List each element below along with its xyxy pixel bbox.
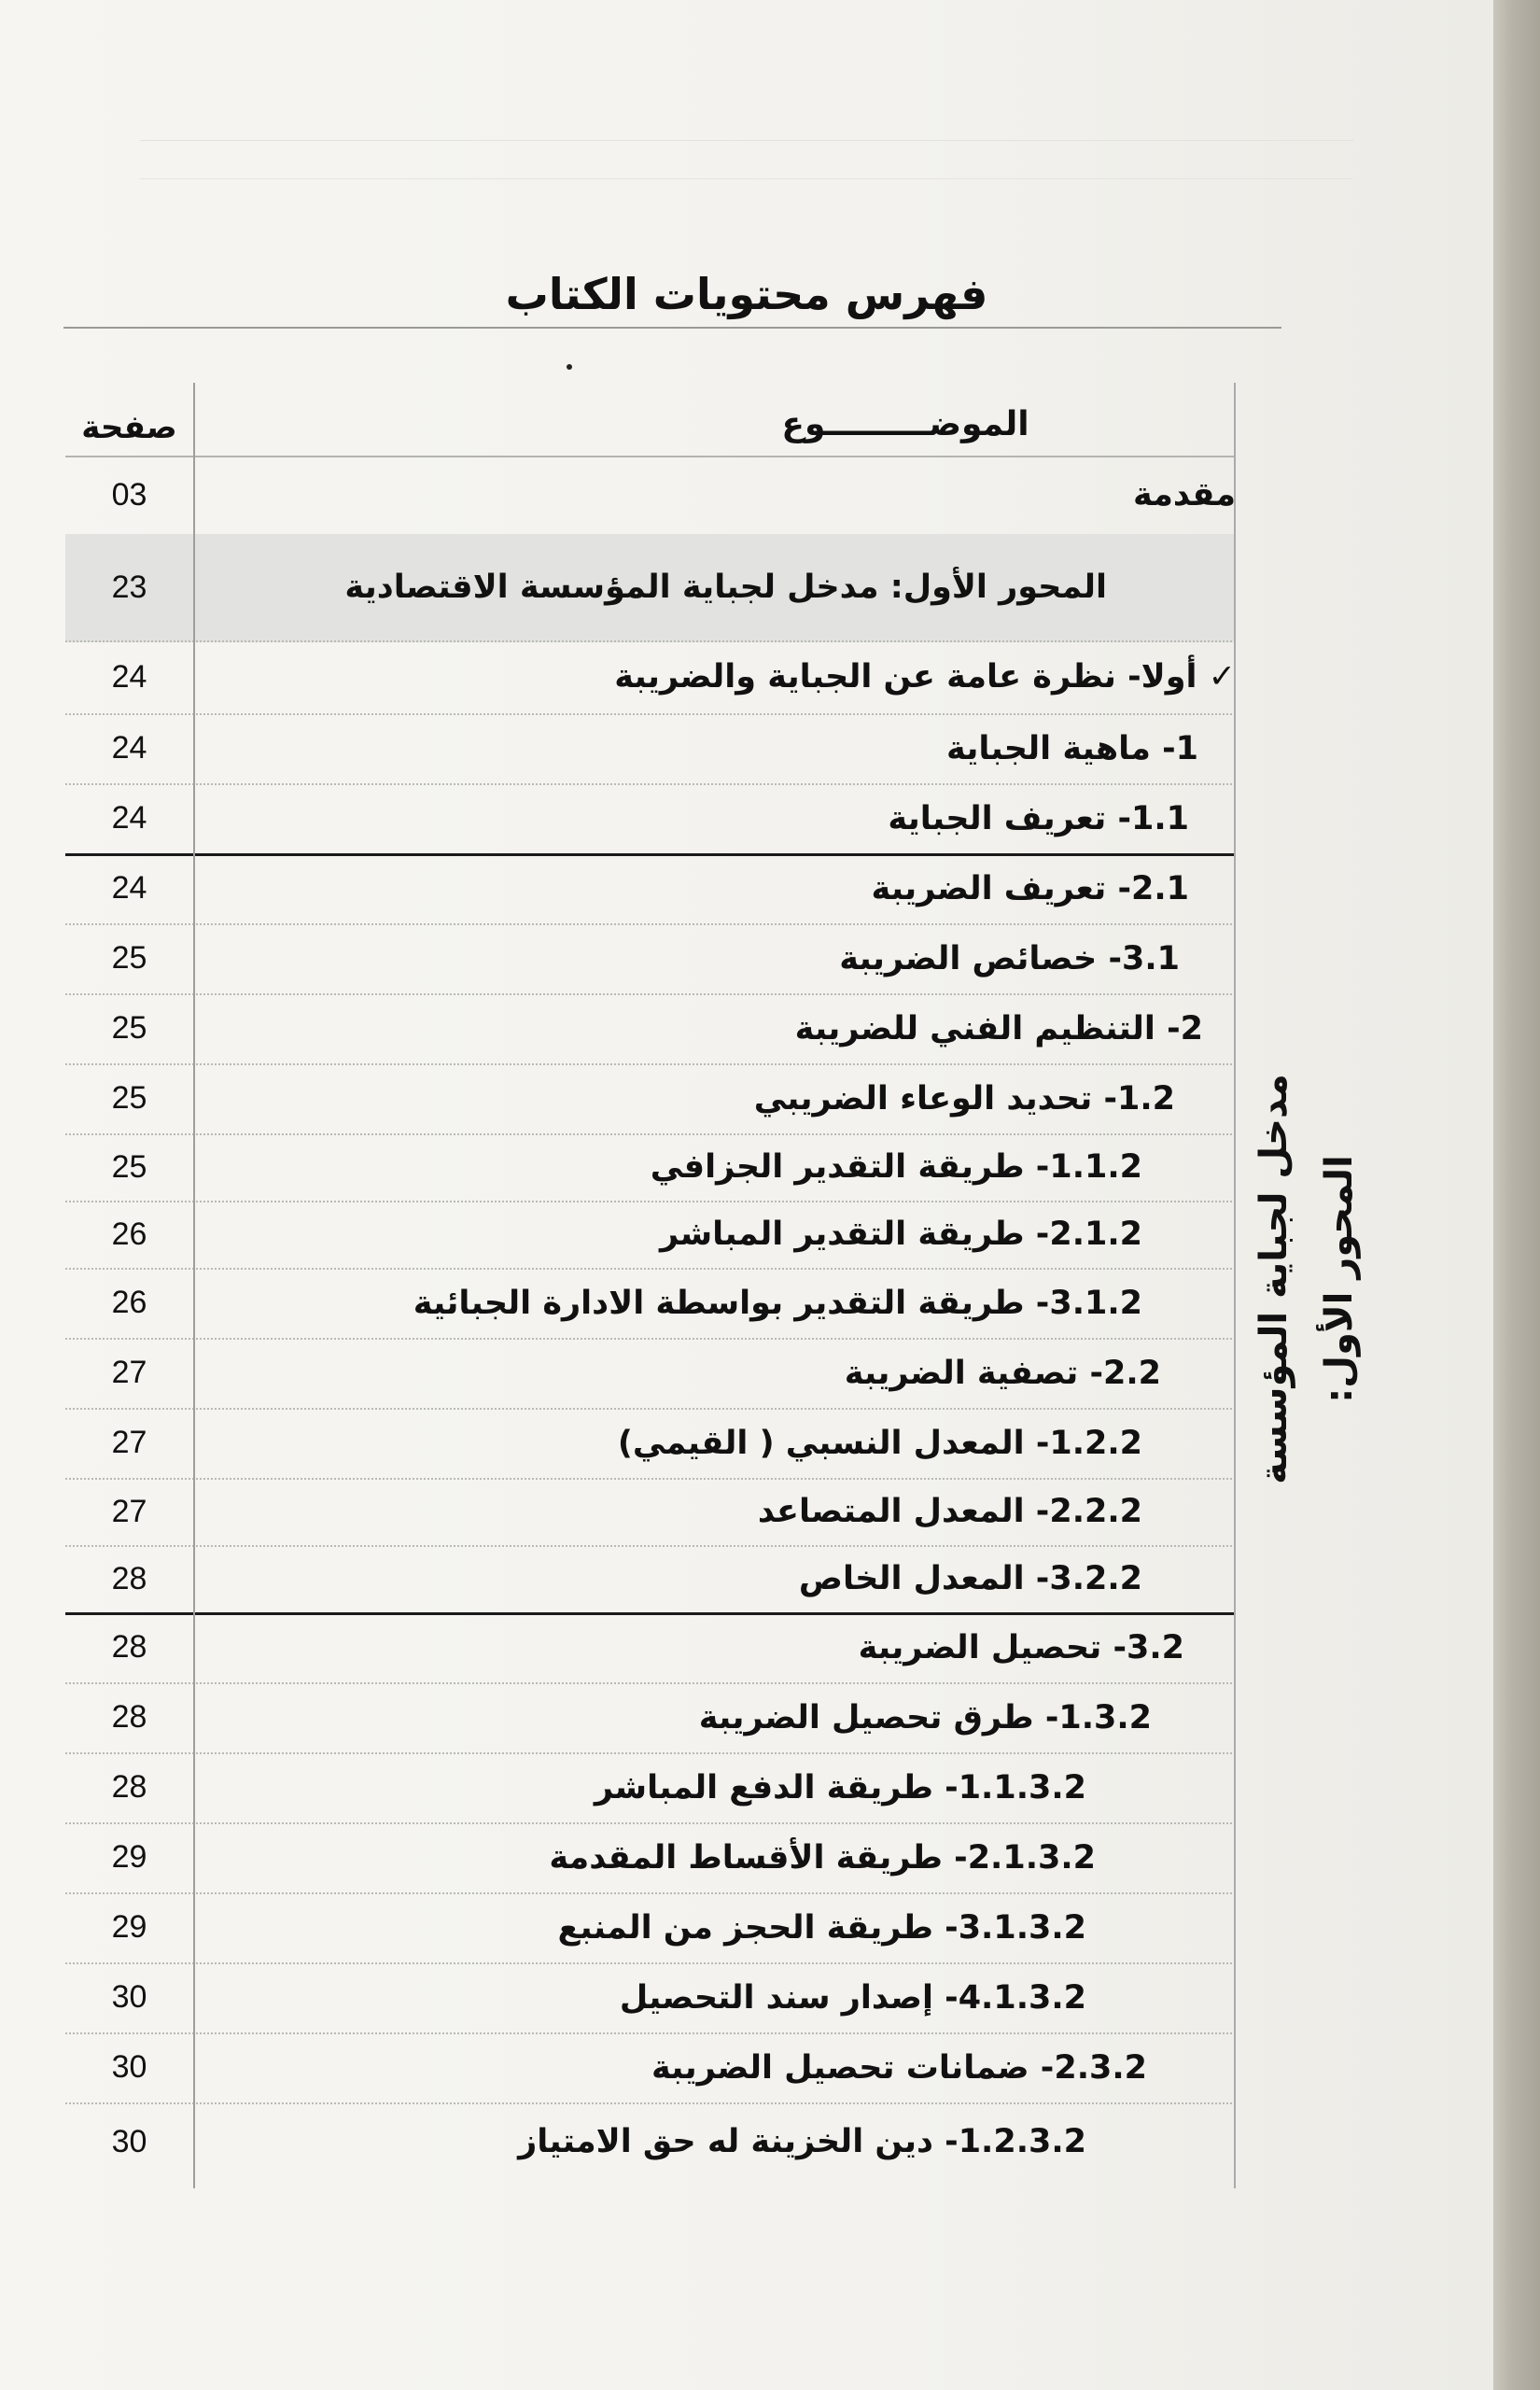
table-row <box>65 2032 1236 2104</box>
row-topic: 1.2- تحديد الوعاء الضريبي <box>753 1079 1175 1118</box>
row-topic: 1.1.3.2- طريقة الدفع المباشر <box>594 1768 1086 1807</box>
row-topic: ✓ أولا- نظرة عامة عن الجباية والضريبة <box>614 658 1236 696</box>
row-topic: 2.2- تصفية الضريبة <box>844 1354 1161 1392</box>
row-topic: 2.3.2- ضمانات تحصيل الضريبة <box>651 2048 1147 2087</box>
row-page: 26 <box>111 1285 147 1320</box>
table-row <box>65 1338 1236 1410</box>
table-row <box>65 1822 1236 1894</box>
row-page: 28 <box>111 1769 147 1805</box>
table-row <box>65 640 1236 715</box>
table-row <box>65 1063 1236 1135</box>
side-label-line1: المحور الأول: <box>1318 1155 1361 1403</box>
row-page: 27 <box>111 1425 147 1460</box>
row-topic: 3.1.3.2- طريقة الحجز من المنبع <box>557 1908 1086 1947</box>
page-title: فهرس محتويات الكتاب <box>505 269 988 319</box>
row-page: 26 <box>111 1216 147 1252</box>
table-row <box>65 1408 1236 1480</box>
table-row <box>65 993 1236 1065</box>
table-row <box>65 1962 1236 2034</box>
row-page: 28 <box>111 1560 147 1596</box>
table-row <box>65 1268 1236 1340</box>
row-topic: المحور الأول: مدخل لجباية المؤسسة الاقتصادية <box>344 569 1107 606</box>
table-row <box>65 2102 1236 2181</box>
row-topic: مقدمة <box>1133 476 1236 513</box>
row-topic: 1- ماهية الجباية <box>945 729 1198 767</box>
page-column-rule <box>193 383 195 2188</box>
row-page: 30 <box>111 1979 147 2015</box>
table-row <box>65 1545 1236 1615</box>
row-topic: 3.2.2- المعدل الخاص <box>798 1560 1142 1597</box>
title-rule <box>63 327 1281 329</box>
table-row <box>65 1752 1236 1824</box>
row-page: 29 <box>111 1839 147 1875</box>
header-topic: الموضـــــــــوع <box>781 405 1029 443</box>
row-topic: 2- التنظيم الفني للضريبة <box>794 1009 1203 1047</box>
table-row <box>65 713 1236 785</box>
row-page: 27 <box>111 1355 147 1390</box>
row-page: 28 <box>111 1699 147 1735</box>
table-row <box>65 1682 1236 1754</box>
row-page: 24 <box>111 800 147 836</box>
row-topic: 2.1- تعريف الضريبة <box>871 869 1189 907</box>
show-through-lines <box>140 140 1353 179</box>
contents-table <box>65 383 1236 2188</box>
row-topic: 3.1- خصائص الضريبة <box>839 939 1180 977</box>
row-topic: 1.1- تعريف الجباية <box>888 799 1189 837</box>
ink-dot <box>567 364 572 370</box>
header-page: صفحة <box>81 409 177 446</box>
row-topic: 3.2- تحصيل الضريبة <box>858 1628 1184 1666</box>
table-row <box>65 1892 1236 1964</box>
row-topic: 2.1.3.2- طريقة الأقساط المقدمة <box>549 1838 1096 1877</box>
row-page: 30 <box>111 2123 147 2159</box>
row-topic: 1.1.2- طريقة التقدير الجزافي <box>650 1148 1142 1186</box>
row-topic: 1.3.2- طرق تحصيل الضريبة <box>698 1698 1152 1736</box>
row-topic: 3.1.2- طريقة التقدير بواسطة الادارة الجبائية <box>413 1284 1142 1322</box>
table-row <box>65 1201 1236 1270</box>
side-label-line2: مدخل لجباية المؤسسة <box>1253 1074 1295 1484</box>
row-page: 25 <box>111 1148 147 1185</box>
table-row <box>65 923 1236 995</box>
side-label <box>1241 1018 1381 1540</box>
row-page: 25 <box>111 1080 147 1116</box>
row-page: 24 <box>111 730 147 766</box>
row-page: 27 <box>111 1493 147 1529</box>
row-topic: 1.2.3.2- دين الخزينة له حق الامتياز <box>518 2123 1086 2160</box>
row-page: 28 <box>111 1629 147 1665</box>
table-row <box>65 853 1236 925</box>
table-header <box>65 383 1236 457</box>
table-right-rule <box>1234 383 1236 2188</box>
row-topic: 2.1.2- طريقة التقدير المباشر <box>659 1216 1142 1253</box>
page-edge <box>1493 0 1540 2390</box>
row-page: 24 <box>111 870 147 906</box>
table-row <box>65 456 1236 536</box>
row-page: 30 <box>111 2049 147 2085</box>
table-row <box>65 534 1236 642</box>
row-topic: 2.2.2- المعدل المتصاعد <box>757 1493 1142 1530</box>
row-topic: 1.2.2- المعدل النسبي ( القيمي) <box>617 1424 1142 1462</box>
row-page: 03 <box>111 476 147 513</box>
row-topic: 4.1.3.2- إصدار سند التحصيل <box>619 1978 1086 2017</box>
row-page: 25 <box>111 1010 147 1046</box>
table-row <box>65 1133 1236 1202</box>
row-page: 25 <box>111 940 147 976</box>
table-row <box>65 783 1236 856</box>
row-page: 23 <box>111 569 147 605</box>
table-row <box>65 1612 1236 1684</box>
row-page: 24 <box>111 658 147 695</box>
table-row <box>65 1478 1236 1547</box>
row-page: 29 <box>111 1909 147 1945</box>
